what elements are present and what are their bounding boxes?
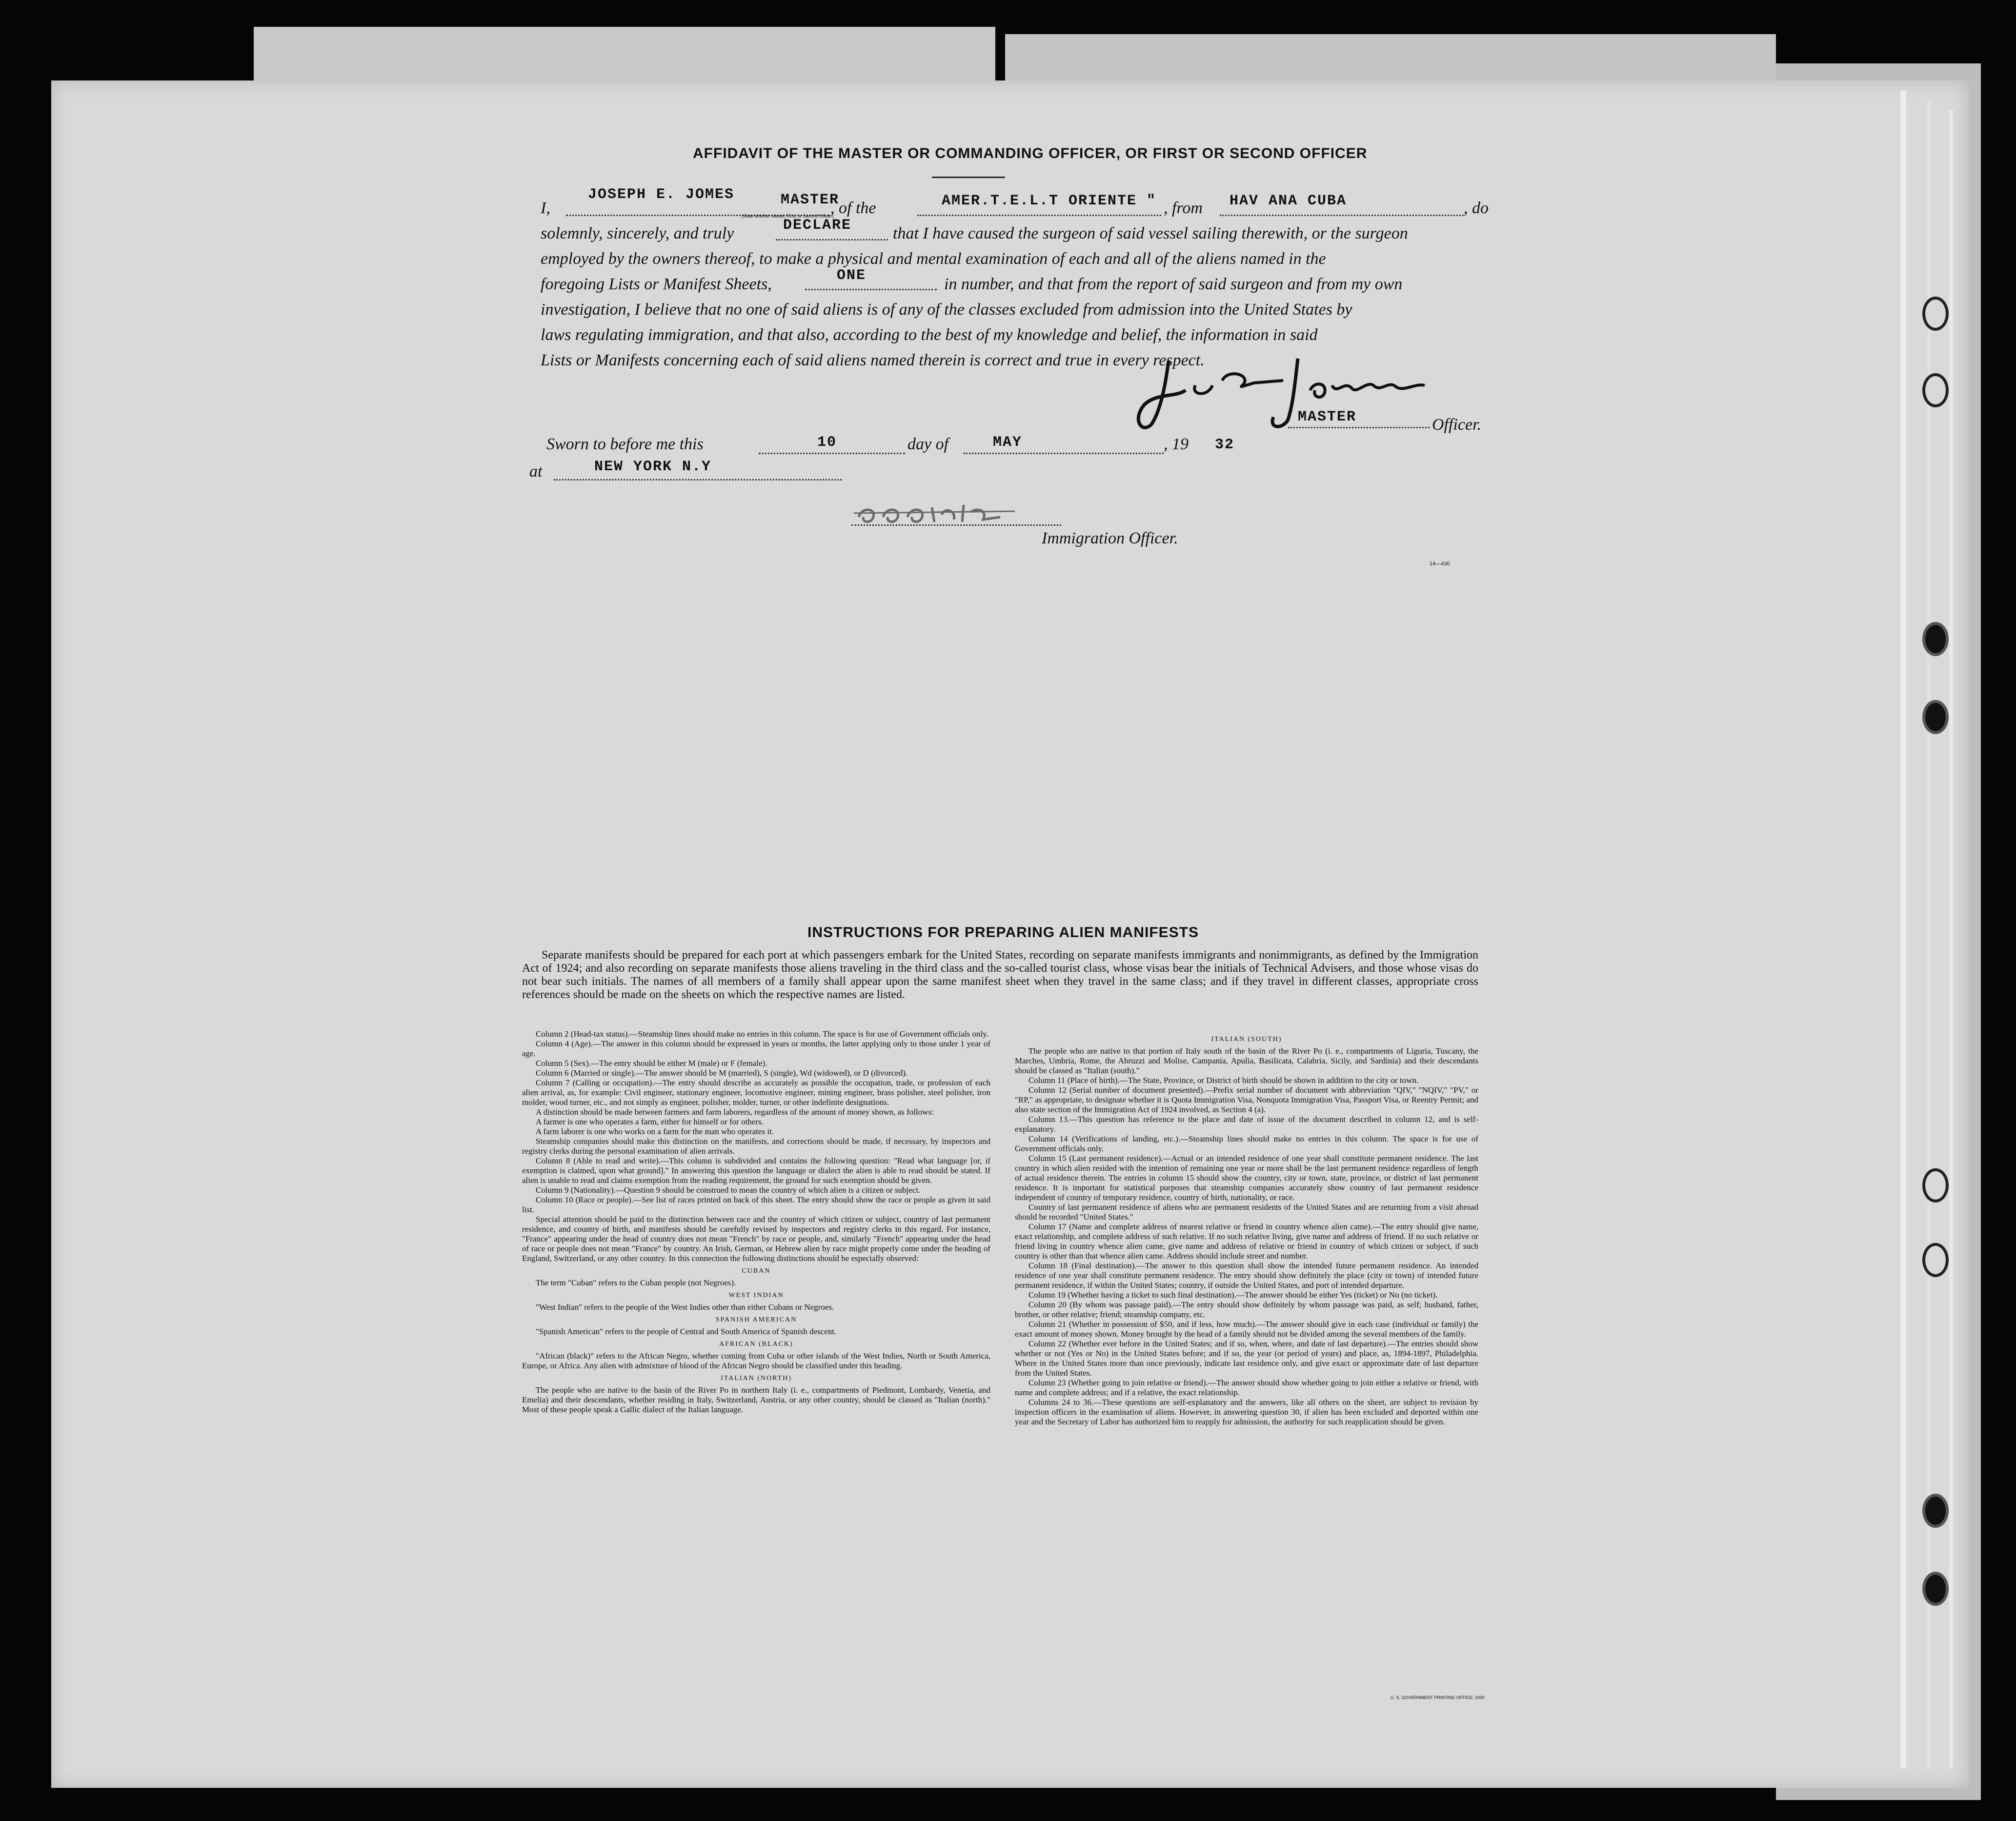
sworn-place: NEW YORK N.Y <box>594 459 712 475</box>
instruction-paragraph: Column 21 (Whether in possession of $50, and if less, how much).—The answer should give in each case (individual or family) the exact amount of money shown. Money brought by the head of a family should not be divided among the several members of the family. <box>1015 1320 1478 1339</box>
binder-hole <box>1922 700 1949 734</box>
instruction-paragraph: Column 17 (Name and complete address of nearest relative or friend in country whence alien came).—The entry should give name, exact relationship, and complete address of such relative. If no such relative living, give name and address of friend. If no such relative or friend living in country whence alien came, give name and address of relative or friend in country of which citizen or subject, if such country is other than that whence alien came. Address should include street and number. <box>1015 1222 1478 1261</box>
affidavit-line-4a: foregoing Lists or Manifest Sheets, <box>541 275 772 293</box>
back-sheet <box>1005 34 1776 80</box>
instruction-paragraph: Country of last permanent residence of aliens who are permanent residents of the United States and are returning from a visit abroad should be recorded "United States." <box>1015 1202 1478 1221</box>
instructions-title: INSTRUCTIONS FOR PREPARING ALIEN MANIFESTS <box>807 924 1199 941</box>
printer-mark: U. S. GOVERNMENT PRINTING OFFICE: 1930 <box>1391 1695 1485 1700</box>
sworn-month: MAY <box>993 434 1023 451</box>
master-signature <box>1122 351 1454 434</box>
instructions-intro: Separate manifests should be prepared for each port at which passengers embark for the United States, recording on separate manifests immigrants and nonimmigrants, as defined by the Immigration Act of 1924; and also recording on separate manifests those aliens traveling in the third class and the so-called tourist class, whose visas bear the initials of Technical Advisers, and those whose visas do not bear such initials. The names of all members of a family shall appear upon the same manifest sheet when they travel in the same class; and if they travel in different classes, appropriate cross references should be made on the sheets on which the respective names are listed. <box>522 949 1478 1001</box>
page-edge <box>1900 90 1906 1768</box>
italian-north-text: The people who are native to the basin of the River Po in northern Italy (i. e., compartments of Piedmont, Lombardy, Venetia, and Emelia) and their descendants, whether residing in Italy, Switzerland, Austria, or any other country, should be classed as "Italian (north)." Most of these people speak a Gallic dialect of the Italian language. <box>522 1385 990 1414</box>
binder-hole <box>1922 1243 1949 1277</box>
of-the-label: , of the <box>830 199 876 217</box>
instruction-paragraph: Steamship companies should make this distinction on the manifests, and corrections should be made, if necessary, by inspectors and registry clerks during the personal examination of alien arrivals. <box>522 1137 990 1156</box>
instruction-paragraph: The people who are native to that portion of Italy south of the basin of the River Po (i. e., compartments of Liguria, Tuscany, the Marches, Umbria, Rome, the Abruzzi and Molise, Campania, Apulia, Basilicata, Calabria, Sicily, and Sardinia) and their descendants should be classed as "Italian (south)." <box>1015 1046 1478 1075</box>
instructions-right-column <box>1015 1032 1478 1427</box>
instruction-paragraph: Column 20 (By whom was passage paid).—The entry should show definitely by whom passage was paid, as self; husband, father, brother, or other relative; friend; steamship company, etc. <box>1015 1300 1478 1319</box>
instruction-paragraph: Column 9 (Nationality).—Question 9 should be construed to mean the country of which alien is a citizen or subject. <box>536 1185 921 1195</box>
title-underline <box>932 177 1005 178</box>
italian-south-heading: ITALIAN (SOUTH) <box>1211 1036 1282 1043</box>
instruction-paragraph: Column 11 (Place of birth).—The State, Province, or District of birth should be shown in addition to the city or town. <box>1028 1076 1419 1085</box>
immigration-officer-signature <box>854 498 1020 532</box>
affidavit-line-7: Lists or Manifests concerning each of said aliens named therein is correct and true in every respect. <box>541 351 1205 369</box>
vessel-name: AMER.T.E.L.T ORIENTE " <box>942 193 1157 209</box>
sworn-prefix: Sworn to before me this <box>546 435 704 453</box>
from-label: , from <box>1164 199 1203 217</box>
officer-label: Officer. <box>1432 416 1482 434</box>
cuban-text: The term "Cuban" refers to the Cuban people (not Negroes). <box>536 1278 736 1287</box>
instruction-paragraph: Special attention should be paid to the distinction between race and the country of which citizen or subject, country of last permanent residence, and country of birth, and manifests should be carefully revised by inspectors and registry clerks in this regard. For instance, "France" appearing under the head of country does not mean "French" by race or people, and, similarly "French" appearing under the head of race or people does not mean "France" by country. An Irish, German, or Hebrew alien by race might properly come under the heading of England, Switzerland, or any other country. In this connection the following distinctions should be especially observed: <box>522 1215 990 1263</box>
affidavit-line-5: investigation, I believe that no one of said aliens is of any of the classes excluded from admission into the United States by <box>541 300 1352 319</box>
instruction-paragraph: Columns 24 to 36.—These questions are self-explanatory and the answers, like all others on the sheet, are subject to revision by inspection officers in the examination of aliens. However, in answering question 30, if alien has been excluded and deported within one year and the Secretary of Labor has authorized him to reapply for admission, the authority for such reapplication should be given. <box>1015 1398 1478 1426</box>
sheet-count: ONE <box>837 267 867 284</box>
affidavit-line-2: that I have caused the surgeon of said vessel sailing therewith, or the surgeon <box>893 224 1408 242</box>
instruction-paragraph: Column 7 (Calling or occupation).—The entry should describe as accurately as possible the occupation, trade, or profession of each alien arrival, as, for example: Civil engineer, stationary engineer, locomotive engineer, mining engineer, brass polisher, steel polisher, iron molder, wood turner, etc., and not simply as engineer, polisher, molder, turner, or other indefinite designations. <box>522 1078 990 1107</box>
sworn-day: 10 <box>817 434 837 451</box>
form-number: 14—430 <box>1430 561 1450 567</box>
do-label: , do <box>1464 199 1489 217</box>
instruction-paragraph: Column 12 (Serial number of document presented).—Prefix serial number of document with abbreviation "QIV," "NQIV," "PV," or "RP," as appropriate, to designate whether it is Quota Immigration Visa, Nonquota Immigration Visa, Passport Visa, or Reentry Permit; and also state section of the Immigration Act of 1924 involved, as Section 4 (a). <box>1015 1085 1478 1114</box>
page-edge <box>1949 110 1953 1768</box>
signature-title: MASTER <box>1298 409 1357 425</box>
instruction-paragraph: Column 6 (Married or single).—The answer should be M (married), S (single), Wd (widowed), or D (divorced). <box>536 1068 908 1078</box>
african-black-text: "African (black)" refers to the African Negro, whether coming from Cuba or other islands of the West Indies, North or South America, Europe, or Africa. Any alien with admixture of blood of the African Negro should be classified under this heading. <box>522 1351 990 1370</box>
at-label: at <box>529 462 543 480</box>
binder-hole <box>1922 373 1949 407</box>
instruction-paragraph: Column 4 (Age).—The answer in this column should be expressed in years or months, the latter applying only to those under 1 year of age. <box>522 1039 990 1058</box>
binder-hole <box>1922 1168 1949 1202</box>
instruction-paragraph: Column 18 (Final destination).—The answer to this question shall show the intended future permanent residence. An intended residence of one year shall constitute permanent residence. The entry should show definitely the place (city or town) of intended future permanent residence, if within the United States; country, if outside the United States, and port of intended departure. <box>1015 1261 1478 1290</box>
declarant-rank: MASTER <box>781 192 840 208</box>
instruction-paragraph: Column 8 (Able to read and write).—This column is subdivided and contains the following question: "Read what language [or, if exemption is claimed, upon what ground]." In answering this question the language or dialect the alien is able to read should be stated. If alien is unable to read and claims exemption from the reading requirement, the ground for such exemption should be given. <box>522 1156 990 1185</box>
binder-hole <box>1922 1494 1949 1528</box>
instruction-paragraph: Column 5 (Sex).—The entry should be either M (male) or F (female). <box>536 1059 767 1068</box>
immigration-officer-label: Immigration Officer. <box>1042 529 1178 547</box>
declarant-prefix: I, <box>541 199 550 217</box>
affidavit-line-6: laws regulating immigration, and that also, according to the best of my knowledge and belief, the information in said <box>541 326 1318 344</box>
year-suffix: 32 <box>1215 437 1235 453</box>
west-indian-text: "West Indian" refers to the people of the West Indies other than either Cubans or Negroes. <box>536 1302 834 1312</box>
instruction-paragraph: Column 22 (Whether ever before in the United States; and if so, when, where, and date of last departure).—The entries should show whether or not (Yes or No) in the United States before; and if so, the year (or period of years) and place, as, 1894-1897, Philadelphia. Where in the United States more than once previously, indicate last residence only, and give exact or approximate date of last departure from the United States. <box>1015 1339 1478 1378</box>
instruction-paragraph: Column 15 (Last permanent residence).—Actual or an intended residence of one year shall constitute permanent residence. The last country in which alien resided with the intention of remaining one year or more shall be the last permanent residence regardless of length of actual residence therein. The entries in column 15 should show the country, city or town, state, province, or district of last permanent residence. It is important for statistical purposes that steamship companies accurately show country of last permanent residence independent of country of temporary residence, country of birth, nationality, or race. <box>1015 1154 1478 1202</box>
instruction-paragraph: Column 14 (Verifications of landing, etc.).—Steamship lines should make no entries in this column. The space is for use of Government officials only. <box>1015 1134 1478 1153</box>
affidavit-title: AFFIDAVIT OF THE MASTER OR COMMANDING OFFICER, OR FIRST OR SECOND OFFICER <box>693 145 1368 161</box>
spanish-american-heading: SPANISH AMERICAN <box>715 1316 797 1323</box>
instruction-paragraph: A farm laborer is one who works on a farm for the man who operates it. <box>536 1127 774 1136</box>
rank-hint: (State whether Master, First, or Second Officer) <box>742 214 834 219</box>
year-prefix: , 19 <box>1164 435 1189 453</box>
affidavit-line-4b: in number, and that from the report of said surgeon and from my own <box>944 275 1403 293</box>
instruction-paragraph: Column 13.—This question has reference to the place and date of issue of the document described in column 12, and is self-explanatory. <box>1015 1115 1478 1134</box>
day-of-label: day of <box>907 435 949 453</box>
instruction-paragraph: Column 10 (Race or people).—See list of races printed on back of this sheet. The entry should show the race or people as given in said list. <box>522 1195 990 1214</box>
binder-hole <box>1922 1572 1949 1606</box>
instruction-paragraph: Column 23 (Whether going to join relative or friend).—The answer should show whether going to join either a relative or friend, with name and complete address; and if a relative, the exact relationship. <box>1015 1378 1478 1397</box>
solemnly-text: solemnly, sincerely, and truly <box>541 224 734 242</box>
back-sheet <box>254 27 995 80</box>
instruction-paragraph: A farmer is one who operates a farm, either for himself or for others. <box>536 1117 764 1126</box>
declarant-name: JOSEPH E. JOMES <box>588 186 735 203</box>
italian-north-heading: ITALIAN (NORTH) <box>721 1375 792 1382</box>
declare-word: DECLARE <box>783 217 852 234</box>
instructions-left-column <box>522 1029 990 1415</box>
instruction-paragraph: Column 19 (Whether having a ticket to such final destination).—The answer should be either Yes (ticket) or No (no ticket). <box>1028 1290 1438 1300</box>
departure-port: HAV ANA CUBA <box>1230 193 1347 209</box>
african-black-heading: AFRICAN (BLACK) <box>719 1341 793 1348</box>
affidavit-line-3: employed by the owners thereof, to make a physical and mental examination of each and all of the aliens named in the <box>541 250 1326 268</box>
instruction-paragraph: A distinction should be made between farmers and farm laborers, regardless of the amount of money shown, as follows: <box>536 1107 934 1117</box>
binder-hole <box>1922 622 1949 656</box>
cuban-heading: CUBAN <box>742 1267 771 1275</box>
binder-hole <box>1922 297 1949 331</box>
spanish-american-text: "Spanish American" refers to the people of Central and South America of Spanish descent. <box>536 1327 837 1336</box>
west-indian-heading: WEST INDIAN <box>728 1292 784 1299</box>
instruction-paragraph: Column 2 (Head-tax status).—Steamship lines should make no entries in this column. The space is for use of Government officials only. <box>536 1029 988 1039</box>
